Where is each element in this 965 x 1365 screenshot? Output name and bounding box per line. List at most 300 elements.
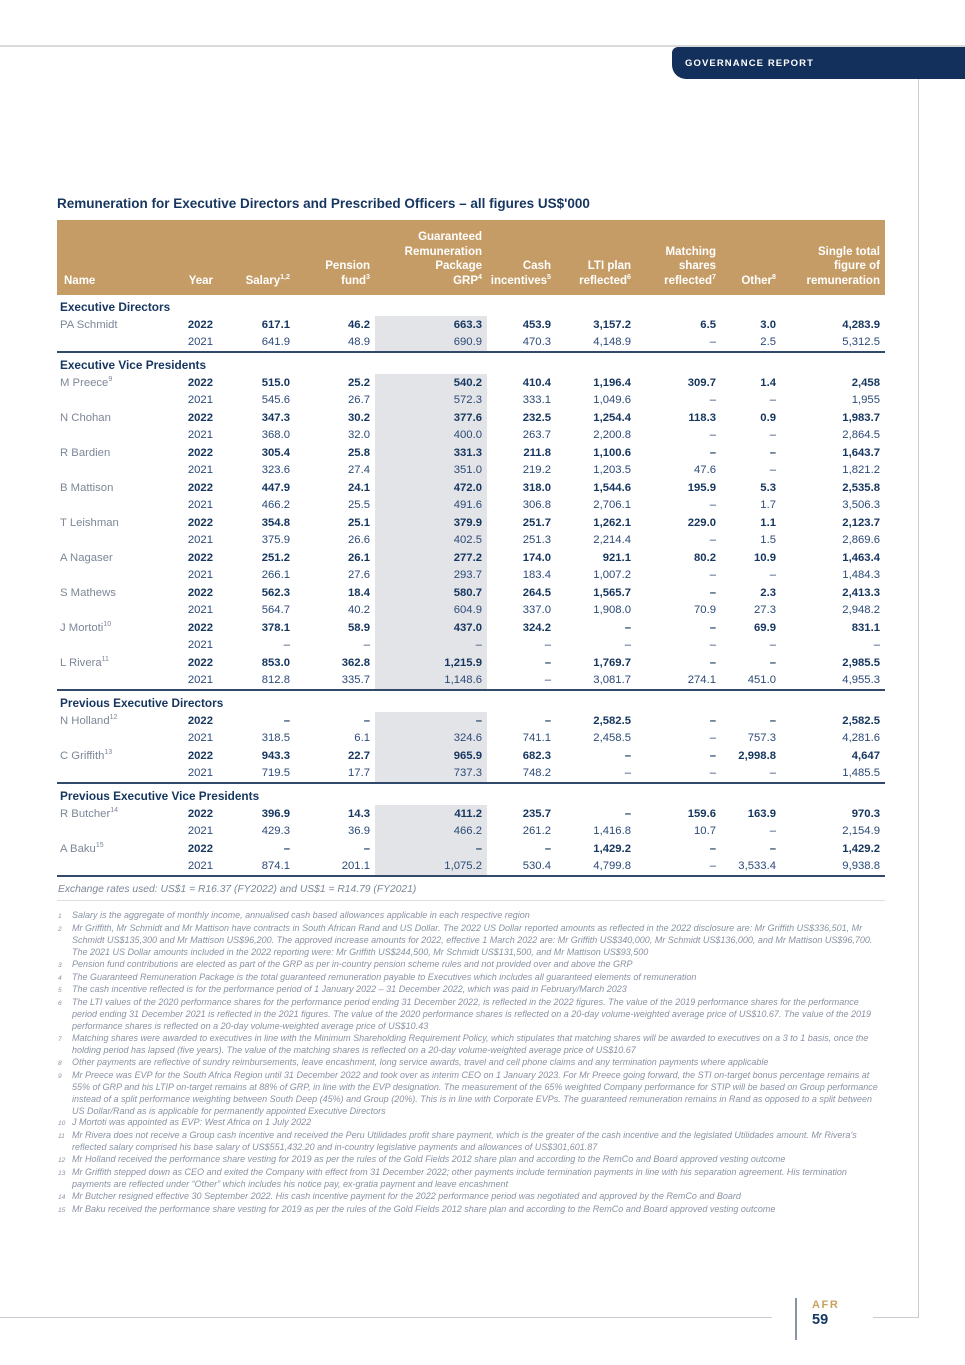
value-cell-other: – — [769, 767, 776, 780]
value-cell-other: 5.3 — [760, 481, 776, 494]
table-row — [57, 444, 885, 462]
value-cell-single-total: 2,582.5 — [842, 714, 880, 727]
value-cell-salary: 515.0 — [261, 376, 290, 389]
value-cell-cash-incentives: 211.8 — [523, 446, 551, 459]
value-cell-other: 2,998.8 — [738, 749, 776, 762]
value-cell-lti-plan: – — [624, 767, 631, 780]
value-cell-pension-fund: – — [363, 842, 370, 855]
table-row — [57, 712, 885, 730]
value-cell-cash-incentives: 530.4 — [522, 860, 551, 873]
value-cell-lti-plan: 1,262.1 — [593, 516, 631, 529]
value-cell-salary: 429.3 — [261, 825, 290, 838]
value-cell-matching-shares: – — [709, 336, 716, 349]
value-cell-salary: – — [283, 639, 290, 652]
column-header-lti-plan: LTI plan reflected$^6$ — [556, 220, 636, 295]
banner-label: GOVERNANCE REPORT — [685, 57, 815, 69]
value-cell-other: 451.0 — [747, 674, 776, 687]
value-cell-lti-plan: 1,565.7 — [593, 586, 631, 599]
value-cell-pension-fund: 30.2 — [348, 411, 370, 424]
section-label: Executive Directors — [60, 300, 171, 314]
value-cell-single-total: 4,955.3 — [842, 674, 880, 687]
footnote-text: Matching shares were awarded to executives in line with the Minimum Shareholding Requirement Policy, which stipulates that matching shares will be awarded to executives on a 3 to 1 basis, once the holding period has lapsed (five years). The value of the matching shares is reflected on a 20-day volume-weighted average price of US$10.67 — [72, 1033, 869, 1055]
value-cell-salary: 719.5 — [261, 767, 290, 780]
value-cell-cash-incentives: 324.2 — [522, 621, 551, 634]
table-row — [57, 392, 885, 410]
year-cell: 2022 — [187, 586, 213, 599]
value-cell-pension-fund: 27.4 — [348, 464, 370, 477]
value-cell-cash-incentives: 306.8 — [522, 499, 551, 512]
value-cell-single-total: 2,535.8 — [842, 481, 880, 494]
value-cell-single-total: 2,123.7 — [842, 516, 880, 529]
value-cell-single-total: 2,864.5 — [842, 429, 880, 442]
value-cell-other: – — [769, 446, 776, 459]
table-row — [57, 823, 885, 841]
value-cell-lti-plan: 1,049.6 — [593, 394, 631, 407]
year-cell: 2021 — [187, 767, 213, 780]
value-cell-single-total: 2,413.3 — [842, 586, 880, 599]
person-name-cell: J Mortoti$^{10}$ — [60, 620, 112, 634]
value-cell-grp: 466.2 — [453, 825, 482, 838]
value-cell-salary: 564.7 — [261, 604, 290, 617]
footnote-12 — [57, 1154, 885, 1167]
value-cell-grp: 540.2 — [453, 376, 482, 389]
table-row — [57, 374, 885, 392]
value-cell-salary: 378.1 — [261, 621, 290, 634]
value-cell-grp: 491.6 — [453, 499, 482, 512]
value-cell-single-total: 831.1 — [851, 621, 880, 634]
page-number: 59 — [812, 1312, 829, 1328]
section-header-row — [57, 352, 885, 374]
value-cell-single-total: 4,283.9 — [842, 318, 880, 331]
value-cell-pension-fund: 17.7 — [348, 767, 370, 780]
value-cell-grp: 690.9 — [453, 336, 482, 349]
value-cell-matching-shares: – — [709, 639, 716, 652]
value-cell-matching-shares: – — [709, 569, 716, 582]
footer-line-right — [873, 1317, 919, 1318]
value-cell-lti-plan: 1,203.5 — [593, 464, 631, 477]
value-cell-single-total: 5,312.5 — [842, 336, 880, 349]
column-header-matching-shares: Matching shares reflected$^7$ — [636, 220, 721, 295]
year-cell: 2021 — [187, 732, 213, 745]
table-row — [57, 409, 885, 427]
value-cell-lti-plan: 921.1 — [602, 551, 631, 564]
person-name-cell — [57, 672, 172, 691]
person-name-cell — [57, 637, 172, 655]
value-cell-pension-fund: 40.2 — [348, 604, 370, 617]
value-cell-pension-fund: 27.6 — [348, 569, 370, 582]
value-cell-other: 163.9 — [747, 807, 776, 820]
value-cell-salary: – — [283, 714, 290, 727]
footnote-text: Mr Butcher resigned effective 30 September 2022. His cash incentive payment for the 2022 performance period was negotiated and approved by the RemCo and Board — [72, 1190, 741, 1201]
value-cell-salary: 617.1 — [261, 318, 290, 331]
value-cell-lti-plan: 2,458.5 — [593, 732, 631, 745]
year-cell: 2021 — [187, 639, 213, 652]
value-cell-matching-shares: – — [709, 732, 716, 745]
year-cell: 2021 — [187, 860, 213, 873]
footnote-number: 6 — [58, 1000, 62, 1008]
value-cell-cash-incentives: 682.3 — [522, 749, 551, 762]
footer-line-left — [0, 1317, 772, 1318]
value-cell-lti-plan: 2,214.4 — [593, 534, 631, 547]
value-cell-matching-shares: – — [709, 394, 716, 407]
year-cell: 2022 — [187, 714, 213, 727]
footnote-10 — [57, 1117, 885, 1130]
value-cell-grp: 604.9 — [453, 604, 482, 617]
table-row — [57, 479, 885, 497]
value-cell-matching-shares: – — [709, 446, 716, 459]
value-cell-other: – — [769, 714, 776, 727]
value-cell-other: – — [769, 639, 776, 652]
year-cell: 2021 — [187, 569, 213, 582]
value-cell-grp: 663.3 — [453, 318, 482, 331]
value-cell-cash-incentives: – — [544, 639, 551, 652]
value-cell-grp: 1,215.9 — [444, 656, 482, 669]
year-cell: 2021 — [187, 674, 213, 687]
value-cell-single-total: 1,485.5 — [842, 767, 880, 780]
value-cell-cash-incentives: 337.0 — [522, 604, 551, 617]
year-cell: 2022 — [187, 842, 213, 855]
person-name-cell — [57, 532, 172, 550]
year-cell: 2021 — [187, 604, 213, 617]
value-cell-single-total: 1,955 — [851, 394, 880, 407]
value-cell-pension-fund: 32.0 — [348, 429, 370, 442]
person-name-cell: L Rivera$^{11}$ — [60, 655, 109, 669]
footnote-text: Mr Griffith, Mr Schmidt and Mr Mattison have contracts in South African Rand and US Dollar. The 2022 US Dollar reported amounts as reflected in the 2022 disclosure are: Mr Griffith US$336,501, Mr Schmidt US$135,300 and Mr Mattison US$96,200. The approved increase amounts for 2022, effective 1 March 2022 are: Mr Griffith US$340,000, Mr Schmidt US$136,000, and Mr Mattison US$96,700. The 2021 US Dollar amounts included in the 2022 reporting were: Mr Griffith US$244,500, Mr Schmidt US$131,500, and Mr Mattison US$93,500 — [72, 922, 873, 957]
value-cell-lti-plan: 1,544.6 — [593, 481, 631, 494]
footnote-number: 9 — [58, 1072, 62, 1080]
value-cell-single-total: 2,985.5 — [842, 656, 880, 669]
value-cell-pension-fund: 335.7 — [341, 674, 370, 687]
value-cell-grp: 437.0 — [453, 621, 482, 634]
value-cell-lti-plan: 1,100.6 — [593, 446, 631, 459]
value-cell-single-total: – — [873, 639, 880, 652]
person-name-cell — [57, 602, 172, 620]
person-name-cell — [57, 567, 172, 585]
person-name-cell — [57, 823, 172, 841]
footnote-text: The Guaranteed Remuneration Package is the total guaranteed remuneration payable to Executives which includes all guaranteed elements of remuneration — [72, 971, 697, 982]
value-cell-single-total: 2,458 — [851, 376, 880, 389]
section-label: Executive Vice Presidents — [60, 358, 207, 372]
value-cell-other: – — [769, 394, 776, 407]
value-cell-pension-fund: 25.2 — [348, 376, 370, 389]
value-cell-matching-shares: 70.9 — [694, 604, 716, 617]
value-cell-other: 0.9 — [760, 411, 776, 424]
value-cell-pension-fund: 14.3 — [348, 807, 370, 820]
value-cell-grp: – — [475, 639, 482, 652]
value-cell-grp: 572.3 — [453, 394, 482, 407]
person-name-cell — [57, 858, 172, 877]
person-name-cell: A Nagaser — [60, 551, 113, 564]
person-name-cell: R Bardien — [60, 446, 111, 459]
value-cell-pension-fund: 58.9 — [348, 621, 370, 634]
column-header-cash-incentives: Cash incentives$^5$ — [487, 220, 556, 295]
value-cell-lti-plan: 4,799.8 — [593, 860, 631, 873]
person-name-cell: M Preece$^9$ — [60, 375, 113, 389]
value-cell-cash-incentives: 251.3 — [522, 534, 551, 547]
footnote-text: Mr Griffith stepped down as CEO and exited the Company with effect from 31 December 2022; other payments include termination payments in line with his separation agreement. His termination payments are reflected under “Other” which includes his notice pay, ex-gratia payment and leave encashment — [72, 1167, 847, 1189]
value-cell-grp: 1,075.2 — [444, 860, 482, 873]
person-name-cell — [57, 730, 172, 748]
value-cell-salary: 323.6 — [261, 464, 290, 477]
value-cell-grp: 402.5 — [453, 534, 482, 547]
value-cell-other: 69.9 — [754, 621, 776, 634]
value-cell-grp: 351.0 — [453, 464, 482, 477]
year-cell: 2022 — [187, 376, 213, 389]
value-cell-pension-fund: 26.7 — [348, 394, 370, 407]
table-row — [57, 462, 885, 480]
footnote-2 — [57, 923, 885, 959]
value-cell-cash-incentives: 263.7 — [522, 429, 551, 442]
footnote-9 — [57, 1070, 885, 1118]
person-name-cell: N Holland$^{12}$ — [60, 713, 118, 727]
value-cell-other: 2.3 — [760, 586, 776, 599]
value-cell-matching-shares: – — [709, 749, 716, 762]
column-header-name: Name — [57, 220, 172, 295]
value-cell-pension-fund: 26.6 — [348, 534, 370, 547]
value-cell-pension-fund: 36.9 — [348, 825, 370, 838]
value-cell-cash-incentives: 232.5 — [522, 411, 551, 424]
column-header-salary: Salary$^{1,2}$ — [218, 220, 295, 295]
person-name-cell — [57, 497, 172, 515]
value-cell-lti-plan: – — [624, 807, 631, 820]
value-cell-other: 10.9 — [754, 551, 776, 564]
remuneration-table — [57, 220, 885, 877]
value-cell-matching-shares: 229.0 — [687, 516, 716, 529]
value-cell-salary: 318.5 — [261, 732, 290, 745]
value-cell-cash-incentives: – — [544, 674, 551, 687]
footnote-3 — [57, 959, 885, 972]
value-cell-lti-plan: 2,706.1 — [593, 499, 631, 512]
value-cell-other: – — [769, 429, 776, 442]
table-row — [57, 654, 885, 672]
value-cell-pension-fund: – — [363, 639, 370, 652]
value-cell-other: – — [769, 656, 776, 669]
year-cell: 2021 — [187, 534, 213, 547]
value-cell-matching-shares: – — [709, 860, 716, 873]
person-name-cell: T Leishman — [60, 516, 119, 529]
value-cell-lti-plan: 2,200.8 — [593, 429, 631, 442]
value-cell-cash-incentives: – — [544, 842, 551, 855]
footnote-number: 14 — [58, 1193, 66, 1201]
value-cell-pension-fund: 362.8 — [341, 656, 370, 669]
value-cell-grp: 1,148.6 — [444, 674, 482, 687]
footnote-number: 11 — [58, 1133, 65, 1141]
value-cell-other: 1.1 — [760, 516, 776, 529]
value-cell-lti-plan: 3,081.7 — [593, 674, 631, 687]
value-cell-grp: 324.6 — [453, 732, 482, 745]
person-name-cell — [57, 334, 172, 353]
right-border-line — [918, 79, 919, 1317]
table-row — [57, 497, 885, 515]
value-cell-matching-shares: – — [709, 842, 716, 855]
value-cell-single-total: 3,506.3 — [842, 499, 880, 512]
table-row — [57, 427, 885, 445]
value-cell-matching-shares: – — [709, 429, 716, 442]
value-cell-salary: 347.3 — [261, 411, 290, 424]
column-header-other: Other$^8$ — [721, 220, 781, 295]
table-row — [57, 747, 885, 765]
value-cell-lti-plan: – — [624, 639, 631, 652]
year-cell: 2021 — [187, 394, 213, 407]
table-row — [57, 584, 885, 602]
footnote-number: 2 — [58, 925, 62, 933]
footer-report-label: AFR — [812, 1299, 840, 1311]
year-cell: 2021 — [187, 499, 213, 512]
value-cell-grp: 379.9 — [453, 516, 482, 529]
value-cell-grp: – — [475, 714, 482, 727]
value-cell-pension-fund: – — [363, 714, 370, 727]
value-cell-matching-shares: – — [709, 656, 716, 669]
value-cell-other: 2.5 — [760, 336, 776, 349]
footnote-number: 10 — [58, 1120, 66, 1128]
value-cell-cash-incentives: 183.4 — [522, 569, 551, 582]
value-cell-lti-plan: 1,769.7 — [593, 656, 631, 669]
table-row — [57, 316, 885, 334]
value-cell-single-total: 1,643.7 — [842, 446, 880, 459]
table-row — [57, 637, 885, 655]
value-cell-lti-plan: 1,416.8 — [593, 825, 631, 838]
footer-vertical-bar — [795, 1298, 797, 1340]
table-row — [57, 334, 885, 353]
person-name-cell: C Griffith$^{13}$ — [60, 748, 113, 762]
value-cell-salary: 641.9 — [261, 336, 290, 349]
person-name-cell — [57, 427, 172, 445]
value-cell-lti-plan: 1,007.2 — [593, 569, 631, 582]
value-cell-single-total: 1,463.4 — [842, 551, 880, 564]
value-cell-matching-shares: – — [709, 534, 716, 547]
value-cell-cash-incentives: 235.7 — [522, 807, 551, 820]
footnote-text: Mr Preece was EVP for the South Africa Region until 31 December 2022 and took over as interim CEO on 1 January 2023. For Mr Preece going forward, the STI on-target bonus percentage remains at 55% of GRP and his LTIP on-target remains at 88% of GRP, in line with the EVP designation. The measurement of the 65% weighted Company performance for STIP will be based on Group performance instead of a split performance weighting between South Deep (45%) and Group (20%). This is in line with Corporate EVPs. The guaranteed remuneration remains in Rand as opposed to a split between US Dollar/Rand as is applicable for permanently appointed Executive Directors — [72, 1069, 878, 1116]
value-cell-cash-incentives: 174.0 — [522, 551, 551, 564]
value-cell-grp: 377.6 — [453, 411, 482, 424]
footnote-number: 1 — [58, 913, 62, 920]
value-cell-other: – — [769, 569, 776, 582]
value-cell-other: 1.7 — [760, 499, 776, 512]
value-cell-lti-plan: – — [624, 621, 631, 634]
value-cell-other: – — [769, 825, 776, 838]
person-name-cell — [57, 765, 172, 784]
table-row — [57, 567, 885, 585]
value-cell-lti-plan: 1,429.2 — [593, 842, 631, 855]
year-cell: 2022 — [187, 411, 213, 424]
year-cell: 2022 — [187, 656, 213, 669]
value-cell-cash-incentives: 264.5 — [522, 586, 551, 599]
value-cell-matching-shares: 118.3 — [688, 411, 716, 424]
value-cell-single-total: 1,484.3 — [842, 569, 880, 582]
footnote-text: The cash incentive reflected is for the performance period of 1 January 2022 – 31 December 2022, which was paid in February/March 2023 — [72, 984, 627, 995]
value-cell-cash-incentives: 748.2 — [522, 767, 551, 780]
value-cell-matching-shares: 47.6 — [694, 464, 716, 477]
footnote-text: Pension fund contributions are elected as part of the GRP as per in-country pension scheme rules and not provided over and above the GRP — [72, 958, 633, 969]
year-cell: 2022 — [187, 807, 213, 820]
value-cell-grp: 965.9 — [453, 749, 482, 762]
value-cell-salary: 466.2 — [261, 499, 290, 512]
year-cell: 2021 — [187, 336, 213, 349]
value-cell-matching-shares: – — [709, 621, 716, 634]
value-cell-matching-shares: 159.6 — [687, 807, 716, 820]
table-row — [57, 840, 885, 858]
value-cell-salary: – — [283, 842, 290, 855]
value-cell-grp: – — [475, 842, 482, 855]
footnote-number: 8 — [58, 1059, 62, 1067]
table-row — [57, 619, 885, 637]
value-cell-other: 27.3 — [754, 604, 776, 617]
value-cell-cash-incentives: – — [544, 656, 551, 669]
value-cell-matching-shares: 309.7 — [687, 376, 716, 389]
value-cell-salary: 545.6 — [261, 394, 290, 407]
value-cell-cash-incentives: 741.1 — [522, 732, 551, 745]
value-cell-salary: 853.0 — [261, 656, 290, 669]
year-cell: 2022 — [187, 516, 213, 529]
table-header — [57, 220, 885, 295]
year-cell: 2021 — [187, 429, 213, 442]
value-cell-matching-shares: 10.7 — [694, 825, 716, 838]
value-cell-grp: 331.3 — [453, 446, 482, 459]
value-cell-pension-fund: 25.8 — [348, 446, 370, 459]
value-cell-single-total: 2,948.2 — [842, 604, 880, 617]
year-cell: 2022 — [187, 481, 213, 494]
table-row — [57, 765, 885, 784]
value-cell-cash-incentives: 261.2 — [522, 825, 551, 838]
value-cell-matching-shares: 80.2 — [694, 551, 716, 564]
value-cell-salary: 396.9 — [261, 807, 290, 820]
footnote-text: Salary is the aggregate of monthly income, annualised cash based allowances applicable in each respective region — [72, 910, 530, 920]
value-cell-lti-plan: – — [624, 749, 631, 762]
value-cell-single-total: 2,869.6 — [842, 534, 880, 547]
person-name-cell: R Butcher$^{14}$ — [60, 806, 119, 820]
value-cell-salary: 266.1 — [261, 569, 290, 582]
value-cell-lti-plan: 1,908.0 — [593, 604, 631, 617]
footnote-7 — [57, 1033, 885, 1057]
value-cell-cash-incentives: 453.9 — [522, 318, 551, 331]
page-content — [57, 196, 885, 1217]
section-header-row — [57, 295, 885, 316]
page-title: Remuneration for Executive Directors and Prescribed Officers – all figures US$'000 — [57, 196, 590, 211]
section-header-row — [57, 690, 885, 712]
person-name-cell: S Mathews — [60, 586, 116, 599]
value-cell-grp: 472.0 — [453, 481, 482, 494]
value-cell-salary: 943.3 — [261, 749, 290, 762]
footnote-1 — [57, 910, 885, 923]
table-row — [57, 532, 885, 550]
table-row — [57, 549, 885, 567]
value-cell-lti-plan: 2,582.5 — [593, 714, 631, 727]
value-cell-pension-fund: 25.5 — [348, 499, 370, 512]
value-cell-salary: 354.8 — [261, 516, 290, 529]
value-cell-other: 3,533.4 — [738, 860, 776, 873]
value-cell-cash-incentives: 219.2 — [522, 464, 551, 477]
footnote-5 — [57, 984, 885, 997]
section-label: Previous Executive Vice Presidents — [60, 789, 260, 803]
value-cell-single-total: 4,647 — [851, 749, 880, 762]
exchange-rates-note: Exchange rates used: US$1 = R16.37 (FY2022) and US$1 = R14.79 (FY2021) — [58, 884, 417, 895]
footnote-number: 4 — [58, 974, 62, 982]
year-cell: 2022 — [187, 749, 213, 762]
table-row — [57, 602, 885, 620]
value-cell-matching-shares: – — [709, 499, 716, 512]
value-cell-pension-fund: 48.9 — [348, 336, 370, 349]
value-cell-salary: 251.2 — [261, 551, 290, 564]
value-cell-cash-incentives: – — [544, 714, 551, 727]
footnote-13 — [57, 1167, 885, 1191]
value-cell-salary: 375.9 — [261, 534, 290, 547]
footnote-text: Mr Baku received the performance share vesting for 2019 as per the rules of the Gold Fields 2012 share plan and according to the RemCo and Board approved vesting outcome — [72, 1203, 776, 1214]
value-cell-other: 1.4 — [760, 376, 776, 389]
value-cell-single-total: 970.3 — [851, 807, 880, 820]
value-cell-lti-plan: 3,157.2 — [593, 318, 631, 331]
person-name-cell — [57, 462, 172, 480]
value-cell-matching-shares: 6.5 — [700, 318, 716, 331]
